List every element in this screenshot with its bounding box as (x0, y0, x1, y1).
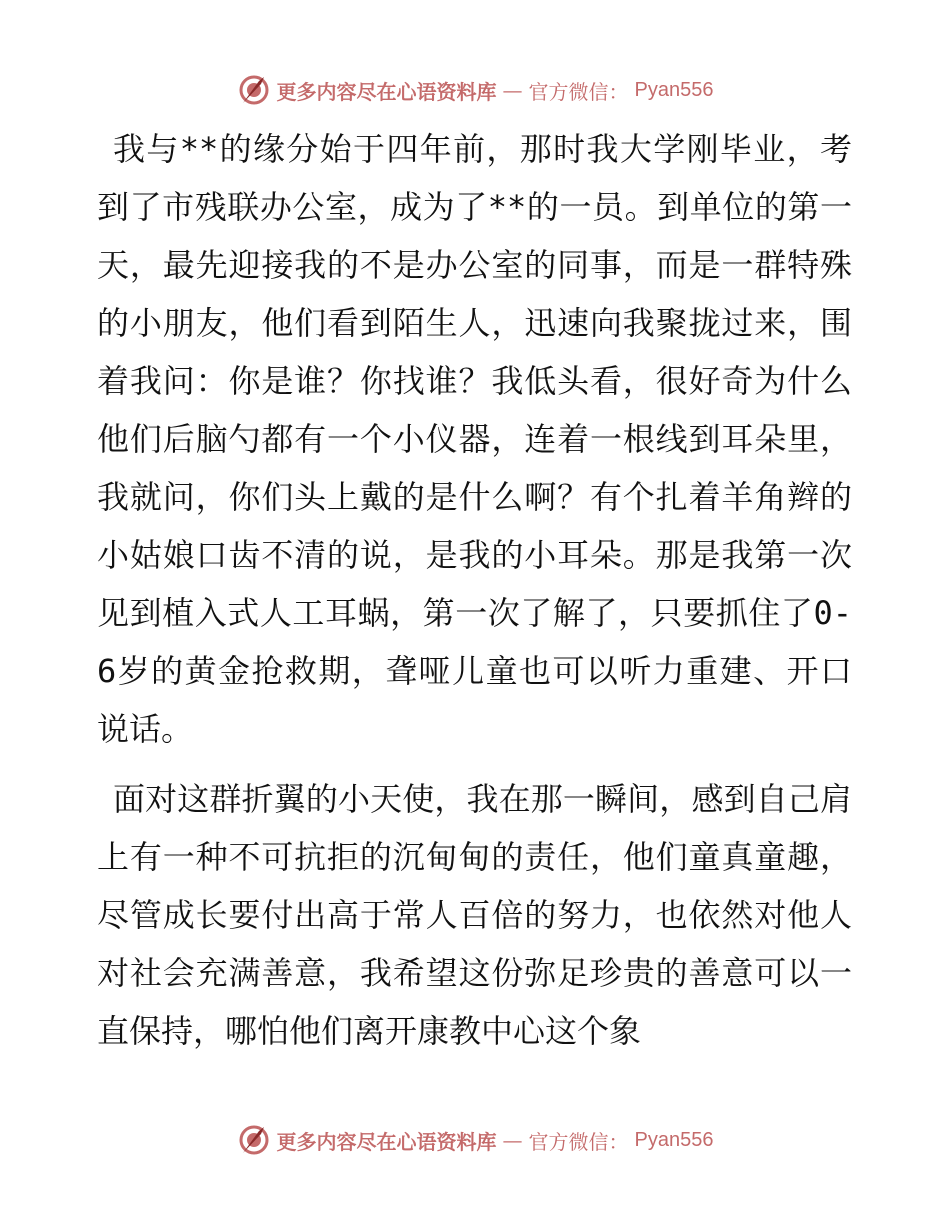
header-wechat-id: Pyan556 (634, 78, 714, 101)
pen-logo-icon (237, 1123, 271, 1157)
footer-wechat-id: Pyan556 (634, 1128, 714, 1151)
paragraph-1: 我与**的缘分始于四年前，那时我大学刚毕业，考到了市残联办公室，成为了**的一员。到单位的第一天，最先迎接我的不是办公室的同事，而是一群特殊的小朋友，他们看到陌生人，迅速向我聚拢过来，围着我问：你是谁？你找谁？我低头看，很好奇为什么他们后脑勺都有一个小仪器，连着一根线到耳朵里，我就问，你们头上戴的是什么啊？有个扎着羊角辫的小姑娘口齿不清的说，是我的小耳朵。那是我第一次见到植入式人工耳蜗，第一次了解了，只要抓住了0-6岁的黄金抢救期，聋哑儿童也可以听力重建、开口说话。 (97, 130, 852, 748)
paragraph-2: 面对这群折翼的小天使，我在那一瞬间，感到自己肩上有一种不可抗拒的沉甸甸的责任，他们童真童趣，尽管成长要付出高于常人百倍的努力，也依然对他人对社会充满善意，我希望这份弥足珍贵的善意可以一直保持，哪怕他们离开康教中心这个象 (97, 780, 852, 1050)
pen-logo-icon (237, 73, 271, 107)
header-wechat-label: 官方微信： (528, 79, 629, 104)
header-site-text: 更多内容尽在心语资料库 (276, 79, 497, 104)
footer-banner (0, 1120, 950, 1160)
body-text (97, 120, 852, 1060)
header-separator: — (502, 78, 523, 102)
footer-separator: — (502, 1128, 523, 1152)
footer-wechat-label: 官方微信： (528, 1129, 629, 1154)
header-banner (0, 70, 950, 110)
footer-site-text: 更多内容尽在心语资料库 (276, 1129, 497, 1154)
